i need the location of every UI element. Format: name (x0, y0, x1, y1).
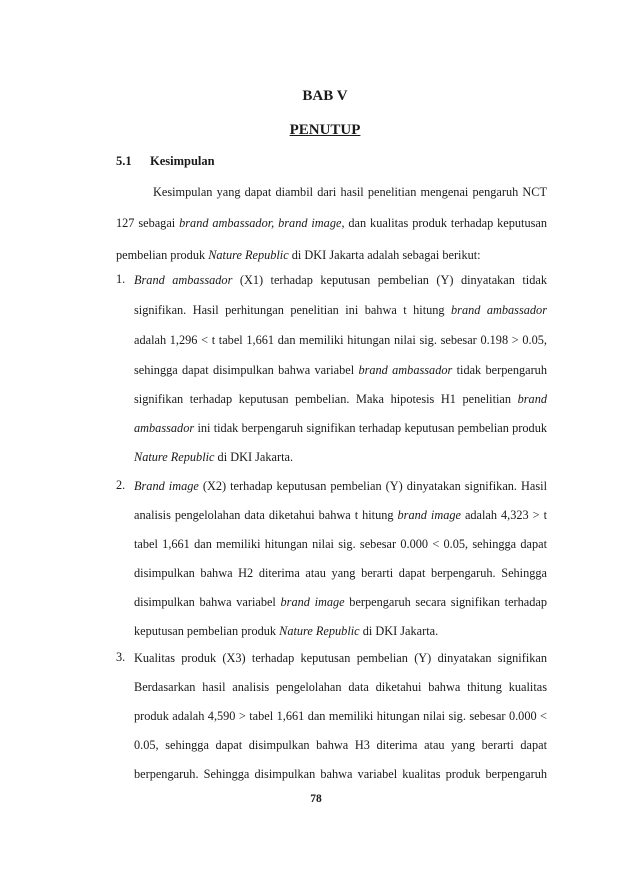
item3-line-2: Berdasarkan hasil analisis pengelolahan data diketahui bahwa thitung kualitas (134, 680, 547, 694)
intro-line-1: Kesimpulan yang dapat diambil dari hasil penelitian mengenai pengaruh NCT (153, 185, 547, 199)
item2-line-5: disimpulkan bahwa variabel brand image berpengaruh secara signifikan terhadap (134, 595, 547, 609)
section-number: 5.1 (116, 154, 132, 168)
item2-line-1: Brand image (X2) terhadap keputusan pembelian (Y) dinyatakan signifikan. Hasil (134, 479, 548, 493)
item1-line-4: sehingga dapat disimpulkan bahwa variabel brand ambassador tidak berpengaruh (134, 363, 547, 377)
list-number-2: 2. (116, 478, 126, 492)
item2-line-3: tabel 1,661 dan memiliki hitungan nilai sig. sebesar 0.000 < 0.05, sehingga dapat (134, 537, 547, 551)
item3-line-4: 0.05, sehingga dapat disimpulkan bahwa H3 diterima atau yang berarti dapat (134, 738, 547, 752)
intro-line-3: pembelian produk Nature Republic di DKI Jakarta adalah sebagai berikut: (116, 248, 481, 262)
list-number-1: 1. (116, 272, 126, 286)
page-number: 78 (310, 793, 322, 805)
item1-line-6: ambassador ini tidak berpengaruh signifikan terhadap keputusan pembelian produk (134, 421, 547, 435)
item2-line-6: keputusan pembelian produk Nature Republic di DKI Jakarta. (134, 624, 439, 638)
item1-line-2: signifikan. Hasil perhitungan penelitian ini bahwa t hitung brand ambassador (134, 303, 547, 317)
item3-line-1: Kualitas produk (X3) terhadap keputusan pembelian (Y) dinyatakan signifikan (134, 651, 547, 665)
chapter-title: PENUTUP (289, 122, 361, 138)
item3-line-3: produk adalah 4,590 > tabel 1,661 dan memiliki hitungan nilai sig. sebesar 0.000 < (134, 709, 547, 723)
list-number-3: 3. (116, 650, 126, 664)
item1-line-5: signifikan terhadap keputusan pembelian. Maka hipotesis H1 penelitian brand (134, 392, 547, 406)
item3-line-5: berpengaruh. Sehingga disimpulkan bahwa variabel kualitas produk berpengaruh (134, 767, 547, 781)
item1-line-7: Nature Republic di DKI Jakarta. (134, 450, 294, 464)
item2-line-4: disimpulkan bahwa H2 diterima atau yang berarti dapat berpengaruh. Sehingga (134, 566, 547, 580)
item1-line-1: Brand ambassador (X1) terhadap keputusan pembelian (Y) dinyatakan tidak (134, 273, 547, 287)
section-title: Kesimpulan (150, 154, 215, 168)
item1-line-3: adalah 1,296 < t tabel 1,661 dan memiliki hitungan nilai sig. sebesar 0.198 > 0.05, (134, 333, 547, 347)
intro-line-2: 127 sebagai brand ambassador, brand image, dan kualitas produk terhadap keputusan (116, 216, 547, 230)
chapter-heading: BAB V (302, 88, 348, 104)
item2-line-2: analisis pengelolahan data diketahui bahwa t hitung brand image adalah 4,323 > t (134, 508, 548, 522)
